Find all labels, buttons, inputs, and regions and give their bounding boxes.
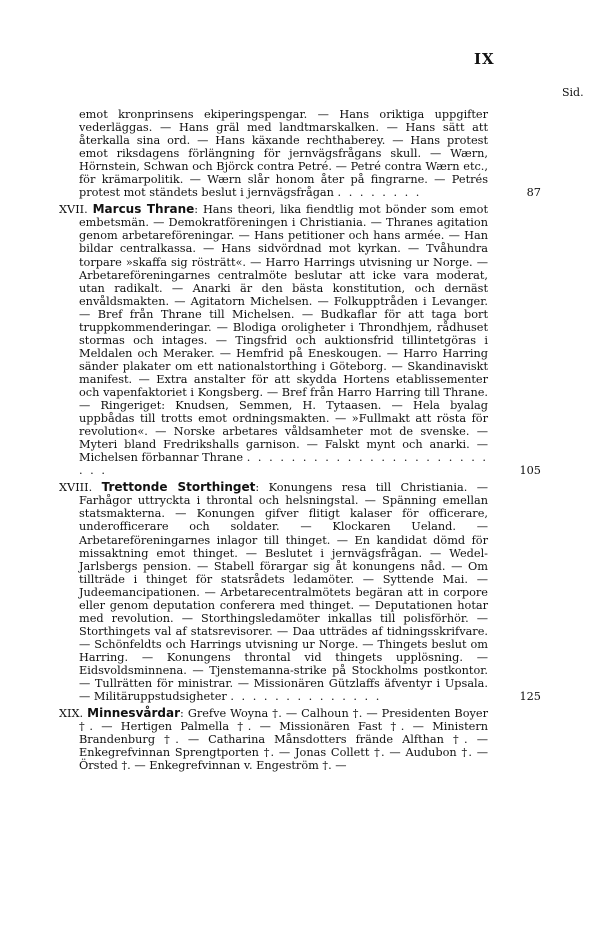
toc-entry-text: : Konungens resa till Christiania. — Farhågor uttryckta i throntal och helsningstal. — Spänning emellan statsmakterna. — Konungen gifver flitigt kalaser för officerare, underofficerare och soldater. — Klockaren Ueland. — Arbetareföreningarnes inlagor till thinget. — En kandidat dömd för missaktning emot thinget. — Beslutet i jernvägsfrågan. — Wedel-Jarlsbergs pension. — Stabell förargar sig åt konungens nåd. — Om tillträde i thinget för statsrådets ledamöter. — Syttende Mai. — Judeemancipationen. — Arbetarecentralmötets begäran att in corpore eller genom deputation conferera med thinget. — Deputationen hotar med revolution. — Storthingsledamöter inkallas till polisförhör. — Storthingets val af statsrevisorer. — Daa utträdes af tidningsskrifvare. — Schönfeldts och Harrings utvisning ur Norge. — Thingets beslut om Harring. — Konungens throntal vid thingets upplösning. — Eidsvoldsminnena. — Tjenstemanna-strike på Stockholms postkontor. — Tullrätten för ministrar. — Missionären Gützlaffs äfventyr i Upsala. — Militäruppstudsigheter bbox=[79, 481, 488, 704]
column-header-page: Sid. bbox=[562, 86, 584, 99]
toc-entry-body bbox=[59, 480, 488, 704]
chapter-numeral: XIX. bbox=[59, 707, 84, 721]
toc-page-ref: 105 bbox=[519, 464, 541, 478]
chapter-numeral: XVIII. bbox=[59, 481, 93, 495]
dot-leader: . . . . . . . . . . . . . . bbox=[230, 690, 382, 704]
dot-leader: . . . . . . . . . . . . . . . . . . . . . . . . . bbox=[79, 451, 489, 478]
toc-entry-xix bbox=[59, 707, 488, 772]
toc-entry-text: : Grefve Woyna †. — Calhoun †. — Presidenten Boyer †. — Hertigen Palmella †. — Missionären Fast †. — Ministern Brandenburg †. — Catharina Månsdotters frände Alfthan †. — Enkegrefvinnan Sprengtporten †. — Jonas Collett †. — Audubon †. — Örsted †. — Enkegrefvinnan v. Engeström †. — bbox=[79, 707, 489, 773]
toc-entry-text: : Hans theori, lika fiendtlig mot bönder som emot embetsmän. — Demokratföreningen i Christiania. — Thranes agitation genom arbetareföreningar. — Hans petitioner och hans armée. — Han bildar centralkassa. — Hans sidvördnad mot kyrkan. — Tvåhundra torpare »skaffa sig rösträtt«. — Harro Harrings utvisning ur Norge. — Arbetareföreningarnes centralmöte beslutar att icke vara moderat, utan radikalt. — Anarki är den bästa konstitution, och dernäst envåldsmakten. — Agitatorn Michelsen. — Folkupptråden i Levanger. — Bref från Thrane till Michelsen. — Budkaflar för att taga bort truppkommenderingar. — Blodiga oroligheter i Throndhjem, rådhuset stormas och intages. — Tingsfrid och auktionsfrid tillintetgöras i Meldalen och Meraker. — Hemfrid på Eneskougen. — Harro Harring sänder plakater om ett nationalstorthing i Göteborg. — Skandinaviskt manifest. — Extra anstalter för att skydda Hortens etablissementer och vapenfaktoriet i Kongsberg. — Bref från Harro Harring till Thrane. — Ringeriget: Knudsen, Semmen, H. Tytaasen. — Hela byalag uppbådas till trotts emot ordningsmakten. — »Fullmakt att rösta för revolution«. — Norske arbetares våldsamheter mot de svenske. — Myteri bland Fredrikshalls garnison. — Falskt mynt och anarki. — Michelsen förbannar Thrane bbox=[79, 203, 488, 465]
toc-entry-text: emot kronprinsens ekiperingspengar. — Hans oriktiga uppgifter vederläggas. — Hans gräl med landtmarskalken. — Hans sätt att återkalla sina ord. — Hans käxande rechthaberey. — Hans protest emot riksdagens förlängning för jernvägsfrågans skull. — Wærn, Hörnstein, Schwan och Björck contra Petré. — Petré contra Wærn etc., för krämarpolitik. — Wærn slår honom åter på fingrarne. — Petrés protest mot ständets beslut i jernvägsfrågan bbox=[79, 108, 488, 200]
dot-leader: . . . . . . . . bbox=[337, 186, 422, 200]
toc-page-ref: 125 bbox=[519, 690, 541, 704]
toc-entry-body bbox=[59, 202, 489, 478]
chapter-numeral: XVII. bbox=[59, 203, 88, 217]
chapter-heading: Marcus Thrane bbox=[92, 202, 195, 217]
chapter-heading: Trettonde Storthinget bbox=[101, 480, 256, 495]
toc-entry-body bbox=[59, 706, 489, 773]
table-of-contents bbox=[59, 108, 541, 776]
page-number: IX bbox=[474, 50, 495, 68]
toc-page-ref: 87 bbox=[526, 186, 541, 200]
chapter-heading: Minnesvårdar bbox=[87, 706, 181, 721]
toc-entry-xvii bbox=[59, 202, 541, 478]
toc-entry-continuation bbox=[59, 108, 541, 200]
toc-entry-xviii bbox=[59, 480, 541, 704]
toc-entry-body bbox=[79, 108, 488, 199]
